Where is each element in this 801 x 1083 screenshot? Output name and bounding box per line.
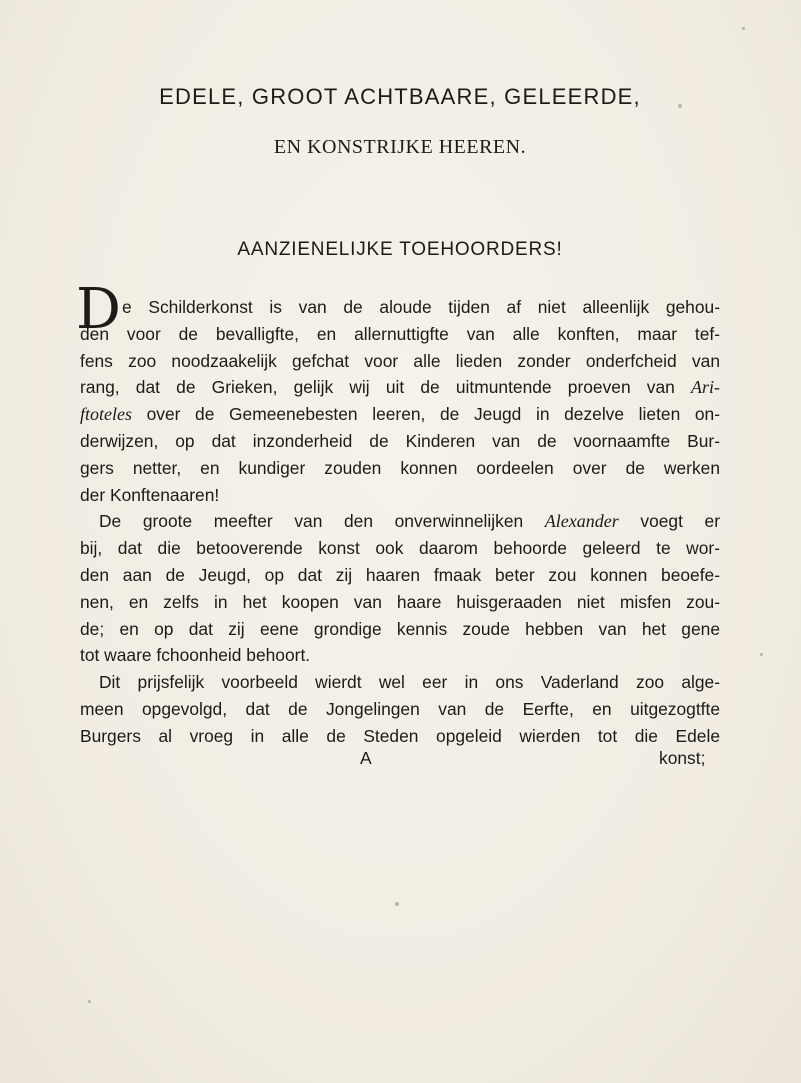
text-line xyxy=(80,696,720,723)
text-line xyxy=(80,374,720,401)
text-run: der Konftenaaren! xyxy=(80,484,220,505)
text-line xyxy=(80,348,720,375)
text-line xyxy=(80,294,720,321)
dedication-subheading: EN KONSTRIJKE HEEREN. xyxy=(273,136,527,158)
text-run: voegt er xyxy=(618,511,720,532)
text-line xyxy=(80,401,720,428)
text-run: Burgers al vroeg in alle de Steden opgeleid wierden tot die Edele xyxy=(80,725,720,746)
text-run: derwijzen, op dat inzonderheid de Kinderen van de voornaamfte Bur- xyxy=(80,430,720,451)
text-line xyxy=(80,428,720,455)
text-run: e Schilderkonst is van de aloude tijden af niet alleenlijk gehou- xyxy=(122,297,720,317)
text-line xyxy=(80,455,720,482)
text-line xyxy=(80,508,720,535)
paper-speck xyxy=(88,1000,91,1003)
text-run: den voor de bevalligfte, en allernuttigfte van alle konften, maar tef- xyxy=(80,323,720,344)
paper-speck xyxy=(395,902,399,906)
italic-name: Ari- xyxy=(691,377,720,398)
text-run: fens zoo noodzaakelijk gefchat voor alle lieden zonder onderfcheid van xyxy=(80,350,720,371)
text-line xyxy=(80,616,720,643)
text-line xyxy=(80,482,720,509)
text-line xyxy=(80,535,720,562)
text-run: bij, dat die betooverende konst ook daarom behoorde geleerd te wor- xyxy=(80,538,720,559)
text-run: rang, dat de Grieken, gelijk wij uit de uitmuntende proeven van xyxy=(80,377,691,398)
paper-speck xyxy=(678,104,682,108)
paper-speck xyxy=(760,653,763,656)
text-line xyxy=(80,642,720,669)
text-run: meen opgevolgd, dat de Jongelingen van de Eerfte, en uitgezogtfte xyxy=(80,698,720,719)
text-line xyxy=(80,562,720,589)
signature-mark: A xyxy=(360,748,372,768)
text-line xyxy=(80,669,720,696)
text-run: de; en op dat zij eene grondige kennis zoude hebben van het gene xyxy=(80,618,720,639)
text-run: De groote meefter van den onverwinnelijken xyxy=(99,511,545,532)
italic-name: Alexander xyxy=(544,511,619,532)
dedication-heading: EDELE, GROOT ACHTBAARE, GELEERDE, xyxy=(159,84,641,109)
italic-name: ftoteles xyxy=(80,404,132,425)
catchword: konst; xyxy=(659,748,706,768)
paper-speck xyxy=(742,27,745,30)
text-run: den aan de Jeugd, op dat zij haaren fmaak beter zou konnen beoefe- xyxy=(80,564,720,585)
text-run: Dit prijsfelijk voorbeeld wierdt wel eer in ons Vaderland zoo alge- xyxy=(99,672,720,693)
body-text xyxy=(76,277,720,750)
text-line xyxy=(80,589,720,616)
text-run: tot waare fchoonheid behoort. xyxy=(80,645,311,666)
address-heading: AANZIENELIJKE TOEHOORDERS! xyxy=(237,239,563,260)
drop-cap: D xyxy=(76,277,121,342)
text-run: nen, en zelfs in het koopen van haare huisgeraaden niet misfen zou- xyxy=(80,591,720,612)
text-run: gers netter, en kundiger zouden konnen oordeelen over de werken xyxy=(80,457,720,478)
text-run: over de Gemeenebesten leeren, de Jeugd in dezelve lieten on- xyxy=(132,404,720,425)
text-line xyxy=(80,321,720,348)
text-lines xyxy=(80,294,720,750)
text-line xyxy=(80,723,720,750)
